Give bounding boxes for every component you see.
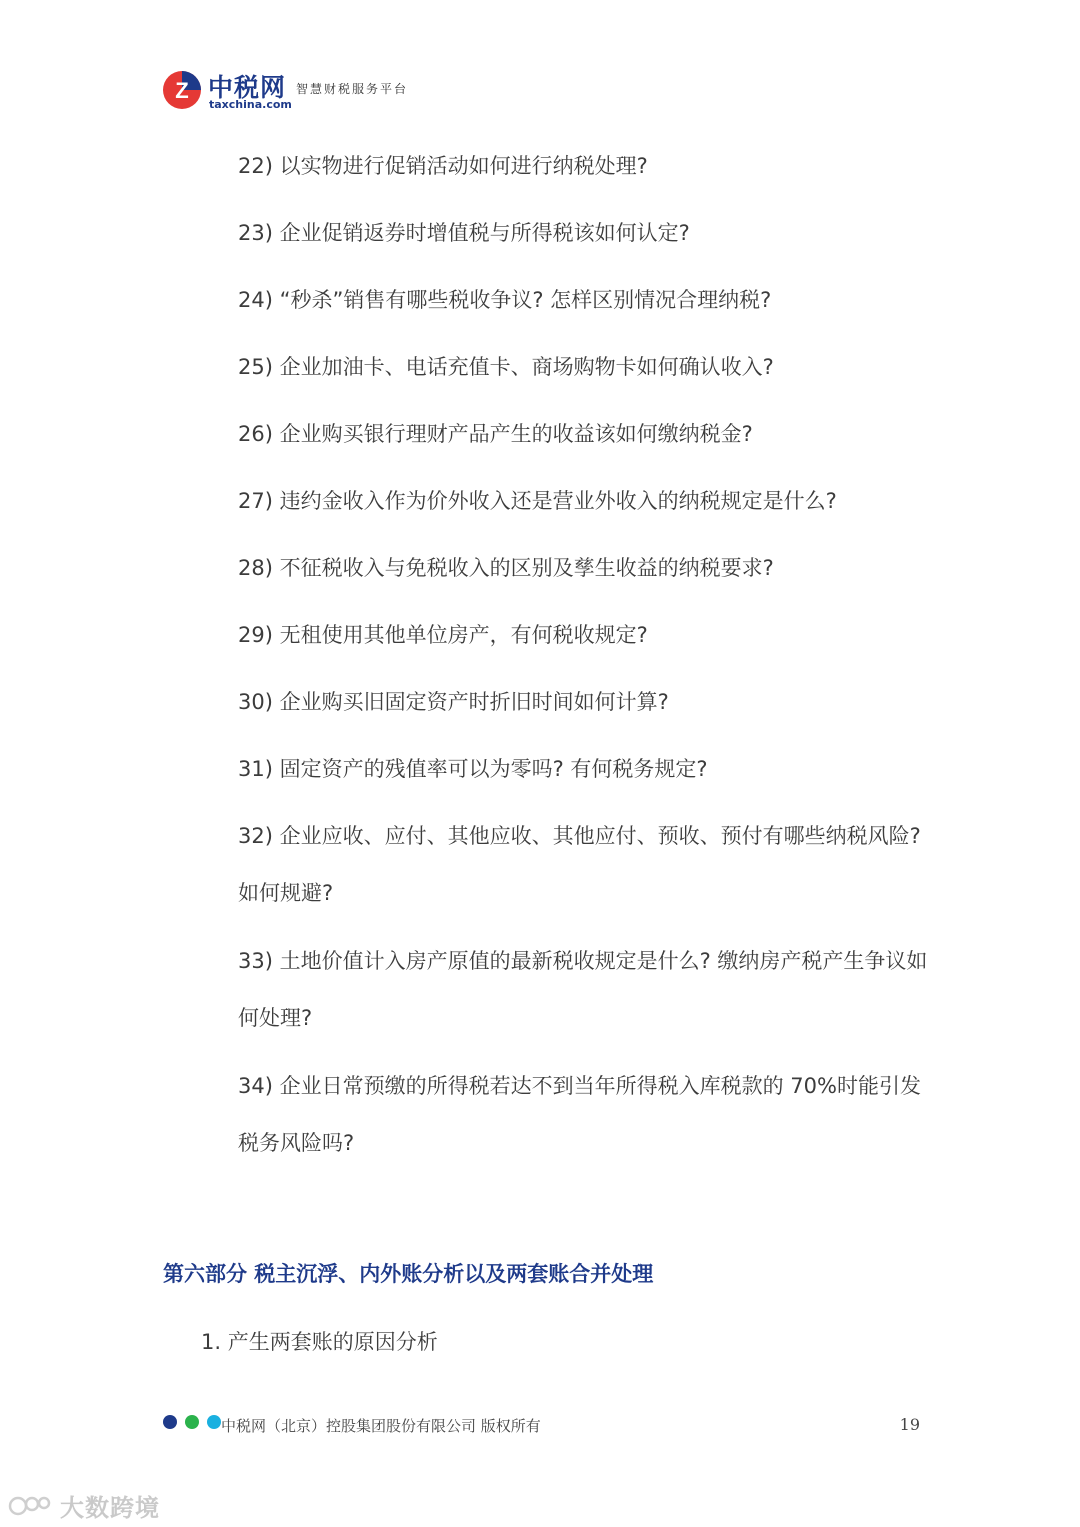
question-item: 33) 土地价值计入房产原值的最新税收规定是什么? 缴纳房产税产生争议如何处理? bbox=[238, 949, 928, 1030]
question-item: 23) 企业促销返券时增值税与所得税该如何认定? bbox=[238, 221, 690, 245]
question-item: 26) 企业购买银行理财产品产生的收益该如何缴纳税金? bbox=[238, 422, 753, 446]
subsection-heading: 1. 产生两套账的原因分析 bbox=[201, 1330, 438, 1354]
brand-url: taxchina.com bbox=[209, 98, 292, 111]
question-item: 27) 违约金收入作为价外收入还是营业外收入的纳税规定是什么? bbox=[238, 489, 837, 513]
question-item: 25) 企业加油卡、电话充值卡、商场购物卡如何确认收入? bbox=[238, 355, 774, 379]
section-heading: 第六部分 税主沉浮、内外账分析以及两套账合并处理 bbox=[163, 1262, 654, 1286]
page-number: 19 bbox=[899, 1415, 920, 1434]
question-item: 24) “秒杀”销售有哪些税收争议? 怎样区别情况合理纳税? bbox=[238, 288, 772, 312]
page-footer bbox=[163, 1412, 920, 1440]
question-item: 29) 无租使用其他单位房产，有何税收规定? bbox=[238, 623, 648, 647]
footer-dot-blue-icon bbox=[163, 1415, 177, 1429]
watermark-text: 大数跨境 bbox=[60, 1494, 160, 1522]
question-item: 22) 以实物进行促销活动如何进行纳税处理? bbox=[238, 154, 648, 178]
footer-dot-cyan-icon bbox=[207, 1415, 221, 1429]
brand-slogan: 智慧财税服务平台 bbox=[296, 82, 409, 96]
question-item: 34) 企业日常预缴的所得税若达不到当年所得税入库税款的 70%时能引发税务风险吗? bbox=[238, 1074, 921, 1155]
footer-copyright: 中税网（北京）控股集团股份有限公司 版权所有 bbox=[221, 1417, 541, 1435]
watermark-logo-icon bbox=[8, 1492, 54, 1518]
taxchina-logo-icon bbox=[162, 70, 202, 110]
question-item: 30) 企业购买旧固定资产时折旧时间如何计算? bbox=[238, 690, 669, 714]
logo-letter: Z bbox=[175, 78, 189, 103]
question-item: 31) 固定资产的残值率可以为零吗? 有何税务规定? bbox=[238, 757, 708, 781]
footer-dot-green-icon bbox=[185, 1415, 199, 1429]
question-item: 32) 企业应收、应付、其他应收、其他应付、预收、预付有哪些纳税风险? 如何规避? bbox=[238, 824, 921, 905]
brand-name: 中税网 bbox=[208, 73, 287, 102]
question-list bbox=[238, 138, 928, 1183]
question-item: 28) 不征税收入与免税收入的区别及孳生收益的纳税要求? bbox=[238, 556, 774, 580]
